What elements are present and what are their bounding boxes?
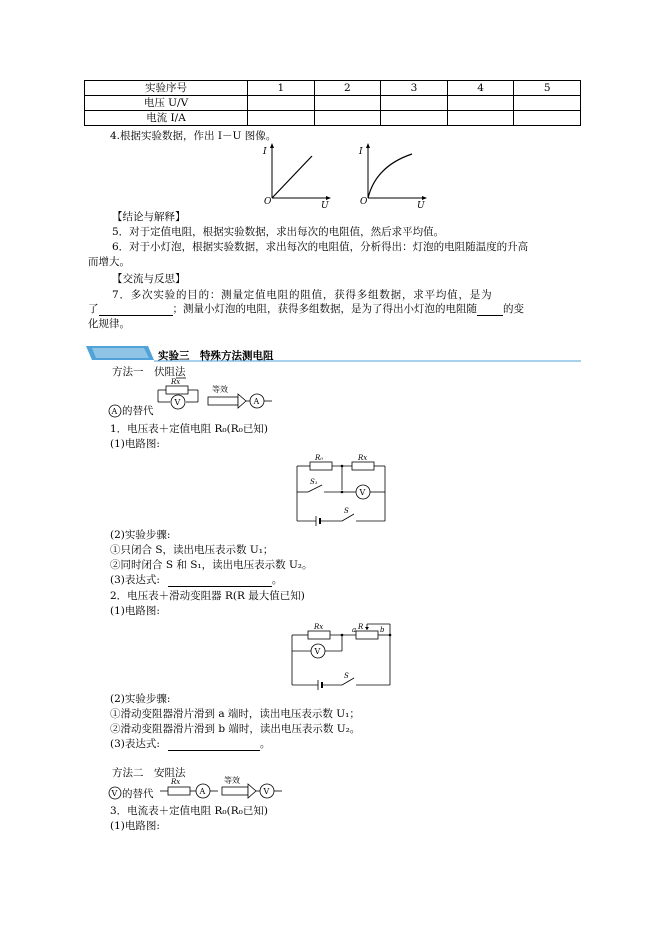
ammeter-icon: A — [253, 397, 260, 406]
table-cell: 电流 I/A — [85, 111, 248, 126]
method-2-title: 方法二 安阻法 — [112, 767, 186, 779]
table-cell: 2 — [314, 81, 381, 96]
rx-label: Rx — [358, 454, 368, 462]
r0-label: R₀ — [315, 454, 324, 462]
rheostat-label: R — [358, 623, 364, 631]
replace-text: 的替代 — [122, 405, 154, 417]
answer-blank — [477, 304, 503, 316]
voltmeter-icon: V — [359, 488, 366, 497]
expression-line-2: (3)表达式: 。 — [110, 738, 271, 750]
table-row — [85, 111, 581, 126]
circuit-label: (1)电路图: — [110, 605, 160, 617]
answer-blank — [168, 739, 260, 751]
rx-label: Rx — [314, 623, 324, 631]
reflection-item-7-end: 化规律。 — [88, 318, 130, 330]
table-cell: 3 — [381, 81, 448, 96]
step-2: ②同时闭合 S 和 S₁，读出电压表示数 U₂。 — [110, 559, 313, 571]
step-4: 4.根据实验数据，作出 I－U 图像。 — [110, 130, 277, 142]
circuit-diagram-2 — [290, 620, 396, 690]
steps-label: (2)实验步骤: — [110, 693, 171, 705]
sub-2-title: 2．电压表＋滑动变阻器 R(R 最大值已知) — [110, 590, 305, 602]
circuit-label: (1)电路图: — [110, 438, 160, 450]
table-cell: 5 — [514, 81, 581, 96]
steps-label: (2)实验步骤: — [110, 529, 171, 541]
sub-1-title: 1．电压表＋定值电阻 R₀(R₀已知) — [110, 423, 268, 435]
voltmeter-icon: V — [174, 398, 181, 407]
switch-s-label: S — [344, 672, 349, 680]
table-cell: 电压 U/V — [85, 96, 248, 111]
table-row — [85, 81, 581, 96]
section-title: 实验三 特殊方法测电阻 — [158, 350, 274, 362]
voltmeter-icon: V — [263, 787, 270, 796]
switch-s-label: S — [344, 507, 349, 515]
data-table — [84, 80, 581, 126]
voltmeter-icon: V — [314, 647, 321, 656]
axis-label-u: U — [321, 201, 329, 211]
end-b-label: b — [380, 626, 385, 634]
curve-graph — [358, 142, 428, 211]
step-1: ①只闭合 S，读出电压表示数 U₁； — [110, 544, 274, 556]
svg-text:A: A — [111, 407, 118, 416]
origin-label: O — [264, 197, 272, 207]
table-cell: 实验序号 — [85, 81, 248, 96]
conclusion-heading: 【结论与解释】 — [112, 211, 186, 223]
reflection-heading: 【交流与反思】 — [112, 273, 186, 285]
expression-line-1: (3)表达式: 。 — [110, 574, 283, 586]
reflection-item-7: 7．多次实验的目的：测量定值电阻的阻值，获得多组数据，求平均值，是为 — [112, 289, 493, 301]
conclusion-item-6: 6．对于小灯泡，根据实验数据，求出每次的电阻值，分析得出：灯泡的电阻随温度的升高 — [112, 241, 529, 253]
sub-3-title: 3．电流表＋定值电阻 R₀(R₀已知) — [110, 805, 268, 817]
step-2: ②滑动变阻器滑片滑到 b 端时，读出电压表示数 U₂。 — [110, 723, 361, 735]
reflection-item-7-cont: 了 ；测量小灯泡的电阻，获得多组数据，是为了得出小灯泡的电阻随 的变 — [88, 303, 524, 315]
ammeter-icon: A — [199, 787, 206, 796]
rx-label: Rx — [171, 778, 181, 786]
voltmeter-icon — [108, 786, 122, 800]
rx-label: Rx — [171, 378, 181, 386]
step-1: ①滑动变阻器滑片滑到 a 端时，读出电压表示数 U₁； — [110, 708, 360, 720]
answer-blank — [99, 304, 173, 316]
equivalent-label: 等效 — [212, 385, 228, 394]
table-row — [85, 96, 581, 111]
table-cell: 4 — [447, 81, 514, 96]
replace-text: 的替代 — [122, 788, 154, 800]
switch-s1-label: S₁ — [310, 478, 318, 486]
axis-label-i: I — [359, 147, 363, 157]
axis-label-u: U — [417, 201, 425, 211]
circuit-diagram-1 — [296, 452, 388, 524]
ammeter-icon — [108, 404, 122, 418]
origin-label: O — [360, 197, 368, 207]
linear-graph — [262, 142, 332, 211]
table-cell: 1 — [248, 81, 315, 96]
conclusion-item-6-cont: 而增大。 — [88, 256, 130, 268]
answer-blank — [168, 575, 272, 587]
end-a-label: a — [352, 626, 357, 634]
method-1-title: 方法一 伏阻法 — [112, 366, 186, 378]
axis-label-i: I — [263, 147, 267, 157]
equivalent-label: 等效 — [224, 776, 240, 785]
circuit-label: (1)电路图: — [110, 820, 160, 832]
conclusion-item-5: 5．对于定值电阻，根据实验数据，求出每次的电阻值，然后求平均值。 — [112, 226, 445, 238]
svg-text:V: V — [111, 789, 118, 798]
